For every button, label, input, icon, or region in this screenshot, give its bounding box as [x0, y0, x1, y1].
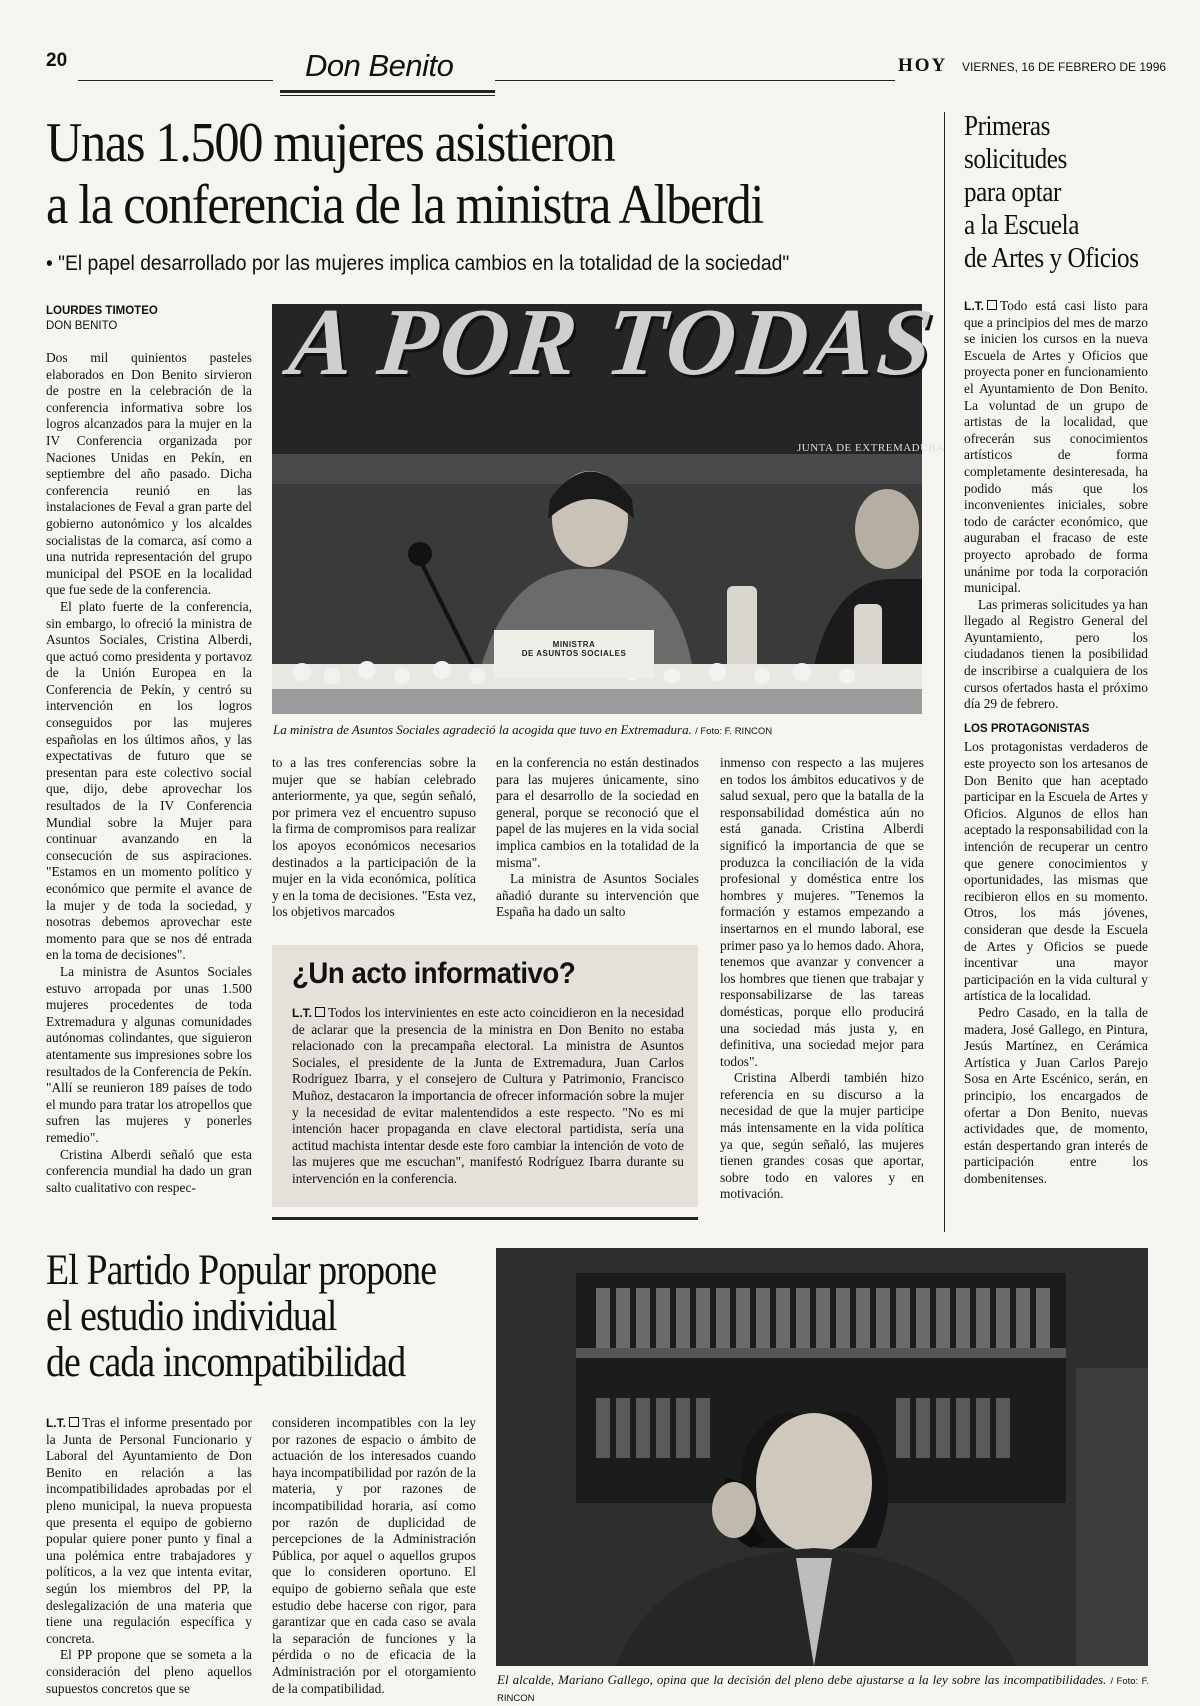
- pp-byline: L.T.: [46, 1416, 66, 1430]
- paragraph: Cristina Alberdi señaló que esta conferencia mundial ha dado un gran salto cualitativo con respec-: [46, 1146, 252, 1195]
- paragraph: to a las tres conferencias sobre la mujer que se habían celebrado anteriormente, ya que, según señaló, por primera vez el encuentro supuso la firma de compromisos para realizar los apoyos económicos necesarios destinados a la participación de la mujer en la vida económica, política y en la toma de decisiones. "Esta vez, los objetivos marcados: [272, 755, 476, 920]
- right-headline: [964, 110, 1144, 275]
- caption-text: El alcalde, Mariano Gallego, opina que la decisión del pleno debe ajustarse a la ley sobre las incompatibilidades.: [497, 1672, 1107, 1687]
- photo-credit: / Foto: F. RINCON: [695, 726, 773, 737]
- page-number: 20: [46, 50, 68, 71]
- mayor-photo-caption: [497, 1672, 1149, 1706]
- nameplate: [494, 640, 654, 658]
- right-headline-line: Primeras: [964, 111, 1050, 142]
- square-bullet-icon: [315, 1007, 325, 1017]
- masthead-logo: HOY: [898, 55, 948, 76]
- right-article-body: [964, 298, 1148, 1223]
- pp-headline: [46, 1248, 451, 1386]
- sidebar-body: Todos los intervinientes en este acto coincidieron en la necesidad de aclarar que la presencia de la ministra en Don Benito no estaba relacionado con la precampaña electoral. La ministra de Asuntos Sociales, el presidente de la Junta de Extremadura, Juan Carlos Rodríguez Ibarra, y el consejero de Cultura y Patrimonio, Francisco Muñoz, destacaron la importancia de ofrecer información sobre la mujer y la necesidad de evitar malentendidos a este respecto. "No es mi intención hacer propaganda en clave electoral partidista, sería una actitud machista intentar desde este foro cambiar la intención de voto de las mujeres que me escuchan", manifestó Rodríguez Ibarra durante su intervención en la conferencia.: [292, 1005, 684, 1186]
- paragraph: consideren incompatibles con la ley por razones de espacio o ámbito de actuación de los interesados cuando haya incompatibilidad por razón de la materia, y por razones de incompatibilidad horaria, así como por razón de duplicidad de percepciones de la Administración Pública, por aquel o aquellos grupos que lo consideren oportuno. El equipo de gobierno señala que este estudio debe hacerse con rigor, para garantizar que en cada caso se avala la separación de funciones y la pérdida o no de eficacia de la Administración por el otorgamiento de la compatibilidad.: [272, 1415, 476, 1696]
- right-byline: L.T.: [964, 299, 984, 313]
- right-subhead: LOS PROTAGONISTAS: [964, 722, 1090, 735]
- paragraph: El PP propone que se someta a la consideración del pleno aquellos supuestos concretos que se: [46, 1647, 252, 1696]
- nameplate-line2: DE ASUNTOS SOCIALES: [521, 649, 627, 658]
- main-photo-caption: [273, 722, 923, 739]
- main-subhead: [46, 252, 856, 276]
- paragraph: El plato fuerte de la conferencia, sin embargo, lo ofreció la ministra de Asuntos Sociales, Cristina Alberdi, que actuó como presidenta y portavoz de la Unión Europea en la Conferencia de Pekín, y centró su intervención en los logros conseguidos por las mujeres españolas en los últimos años, y las expectativas de futuro que se presentan para este colectivo social que, dijo, debe aprovechar los resultados de la IV Conferencia Mundial sobre la Mujer para continuar avanzando en la consecución de sus aspiraciones. "Estamos en un momento político y económico que permite el avance de la mujer y de toda la sociedad, y nosotras debemos aprovechar este momento para que se nos dé entrada en la toma de decisiones".: [46, 598, 252, 963]
- header-rule-right: [495, 80, 895, 81]
- column-rule-right: [944, 112, 945, 1232]
- paragraph-text: Tras el informe presentado por la Junta de Personal Funcionario y Laboral del Ayuntamiento de Don Benito en relación a las incompatibilidades aprobadas por el pleno municipal, la nueva propuesta que presenta el equipo de gobierno popular quiere poner punto y final a una polémica entre trabajadores y políticos, a la vez que intenta evitar, según los miembros del PP, la deslegalización de una materia que tiene una regulación específica y concreta.: [46, 1415, 252, 1646]
- right-headline-line: solicitudes: [964, 144, 1067, 175]
- paragraph: inmenso con respecto a las mujeres en todos los ámbitos educativos y de salud sexual, pero que la batalla de la responsabilidad doméstica aún no está ganada. Cristina Alberdi significó la importancia de que se produzca la conciliación de la vida profesional y doméstica entre los hombres y mujeres. "Tenemos la formación y estamos empezando a insertarnos en el mundo laboral, ese primer paso ya lo hemos dado. Ahora, tenemos que avanzar y convencer a los hombres que tienen que trabajar y responsabilizarse de las tareas domésticas, porque ello producirá una sociedad más justa y, en definitiva, una sociedad mejor para todos".: [720, 755, 924, 1069]
- bullet-icon: •: [46, 252, 53, 275]
- pp-headline-line: de cada incompatibilidad: [46, 1339, 406, 1386]
- section-underline-thin: [280, 95, 495, 96]
- sidebar-box-bottom-rule: [272, 1217, 698, 1220]
- right-headline-line: a la Escuela: [964, 210, 1079, 241]
- pp-article-col1: [46, 1415, 252, 1700]
- right-headline-line: para optar: [964, 177, 1061, 208]
- sidebar-byline: L.T.: [292, 1006, 312, 1020]
- paragraph: [964, 298, 1148, 597]
- paragraph: en la conferencia no están destinados para las mujeres únicamente, sino para el desarrollo de la sociedad en general, porque se reconoció que el papel de las mujeres en la vida social implica cambios en la totalidad de la misma".: [496, 755, 699, 870]
- banner-text: A POR TODAS: [284, 288, 941, 395]
- banner-small-text: JUNTA DE EXTREMADURA: [797, 442, 945, 454]
- header-date: VIERNES, 16 DE FEBRERO DE 1996: [962, 60, 1167, 74]
- main-subhead-text: "El papel desarrollado por las mujeres implica cambios en la totalidad de la sociedad": [58, 252, 790, 275]
- main-article-col1: [46, 350, 252, 1232]
- paragraph: La ministra de Asuntos Sociales añadió durante su intervención que España ha dado un salto: [496, 871, 699, 920]
- section-title: Don Benito: [305, 48, 454, 83]
- paragraph: [46, 1415, 252, 1647]
- paragraph: Los protagonistas verdaderos de este proyecto son los artesanos de Don Benito que han aceptado participar en la Escuela de Artes y Oficios. Algunos de ellos han aceptado la responsabilidad con la intención de recuperar un centro que genere conocimientos y oportunidades, las mismas que recibieron ellos en su momento. Otros, los más jóvenes, consideran que desde la Escuela de Artes y Oficios se puede incentivar una mayor participación en la vida cultural y artística de la localidad.: [964, 739, 1148, 1004]
- paragraph: Las primeras solicitudes ya han llegado al Registro General del Ayuntamiento, pero los ciudadanos tienen la posibilidad de inscribirse a cualquiera de los cursos ofertados hasta el próximo día 29 de febrero.: [964, 596, 1148, 712]
- paragraph-text: Todo está casi listo para que a principios del mes de marzo se inicien los cursos en la nueva Escuela de Artes y Oficios que proyecta poner en funcionamiento el Ayuntamiento de Don Benito. La voluntad de un grupo de artistas de la localidad, que ofrecerán sus conocimientos artísticos de forma completamente desinteresada, ha podido más que los inconvenientes iniciales, sobre todo de carácter económico, que auguraban el fracaso de este proyecto aprobado de forma unánime por toda la corporación municipal.: [964, 298, 1148, 596]
- sidebar-box-title: ¿Un acto informativo?: [292, 957, 576, 990]
- main-headline-line2: a la conferencia de la ministra Alberdi: [46, 174, 764, 236]
- main-headline-line1: Unas 1.500 mujeres asistieron: [46, 112, 615, 174]
- square-bullet-icon: [69, 1417, 79, 1427]
- pp-headline-line: El Partido Popular propone: [46, 1247, 437, 1294]
- right-headline-line: de Artes y Oficios: [964, 243, 1139, 274]
- sidebar-box: [272, 945, 698, 1207]
- section-underline: [280, 90, 495, 93]
- author-location: DON BENITO: [46, 320, 118, 332]
- photo-credit: / Foto: F. RINCON: [497, 1676, 1149, 1704]
- pp-headline-line: el estudio individual: [46, 1293, 337, 1340]
- main-article-col4: [720, 755, 924, 1225]
- main-article-col3: [496, 755, 699, 925]
- header-rule-left: [78, 80, 273, 81]
- sidebar-box-text: [292, 1005, 684, 1201]
- paragraph: La ministra de Asuntos Sociales estuvo arropada por unas 1.500 mujeres procedentes de toda Extremadura y algunas comunidades autónomas colindantes, que siguieron atentamente sus impresiones sobre los resultados de la Conferencia de Pekín. "Allí se reunieron 189 países de todo el mundo para tratar los atropellos que sufren las mujeres y ponerles remedio".: [46, 963, 252, 1145]
- caption-text: La ministra de Asuntos Sociales agradeció la acogida que tuvo en Extremadura.: [273, 722, 692, 737]
- square-bullet-icon: [987, 300, 997, 310]
- paragraph: Pedro Casado, en la talla de madera, José Gallego, en Pintura, Jesús Martínez, en Cerámica Artística y Juan Carlos Parejo Sosa en Arte Escénico, serán, en principio, los encargados de ofertar a Don Benito, nuevas actividades que, de momento, están despertando gran interés de participación entre los dombenitenses.: [964, 1004, 1148, 1186]
- pp-article-col2: [272, 1415, 476, 1700]
- paragraph: Dos mil quinientos pasteles elaborados en Don Benito sirvieron de postre en la celebración de la conferencia informativa sobre los logros alcanzados para la mujer en la IV Conferencia organizada por Naciones Unidas en Pekín, en septiembre del año pasado. Dicha conferencia reunió en las instalaciones de Feval a gran parte del gobierno autonómico y los alcaldes socialistas de la comarca, así como a una nutrida representación del grupo municipal del PSOE en la localidad que fue sede de la conferencia.: [46, 350, 252, 598]
- mayor-photo: [496, 1248, 1148, 1666]
- author-name: LOURDES TIMOTEO: [46, 305, 158, 317]
- main-headline: [46, 112, 856, 236]
- paragraph: Cristina Alberdi también hizo referencia en su discurso a la necesidad de que la mujer participe más intensamente en la vida política ya que, según señaló, las mujeres tienen grandes cosas que aportar, sobre todo en valores y en motivación.: [720, 1070, 924, 1202]
- conference-photo: [272, 288, 945, 714]
- nameplate-line1: MINISTRA: [552, 640, 596, 649]
- main-article-col2: [272, 755, 476, 925]
